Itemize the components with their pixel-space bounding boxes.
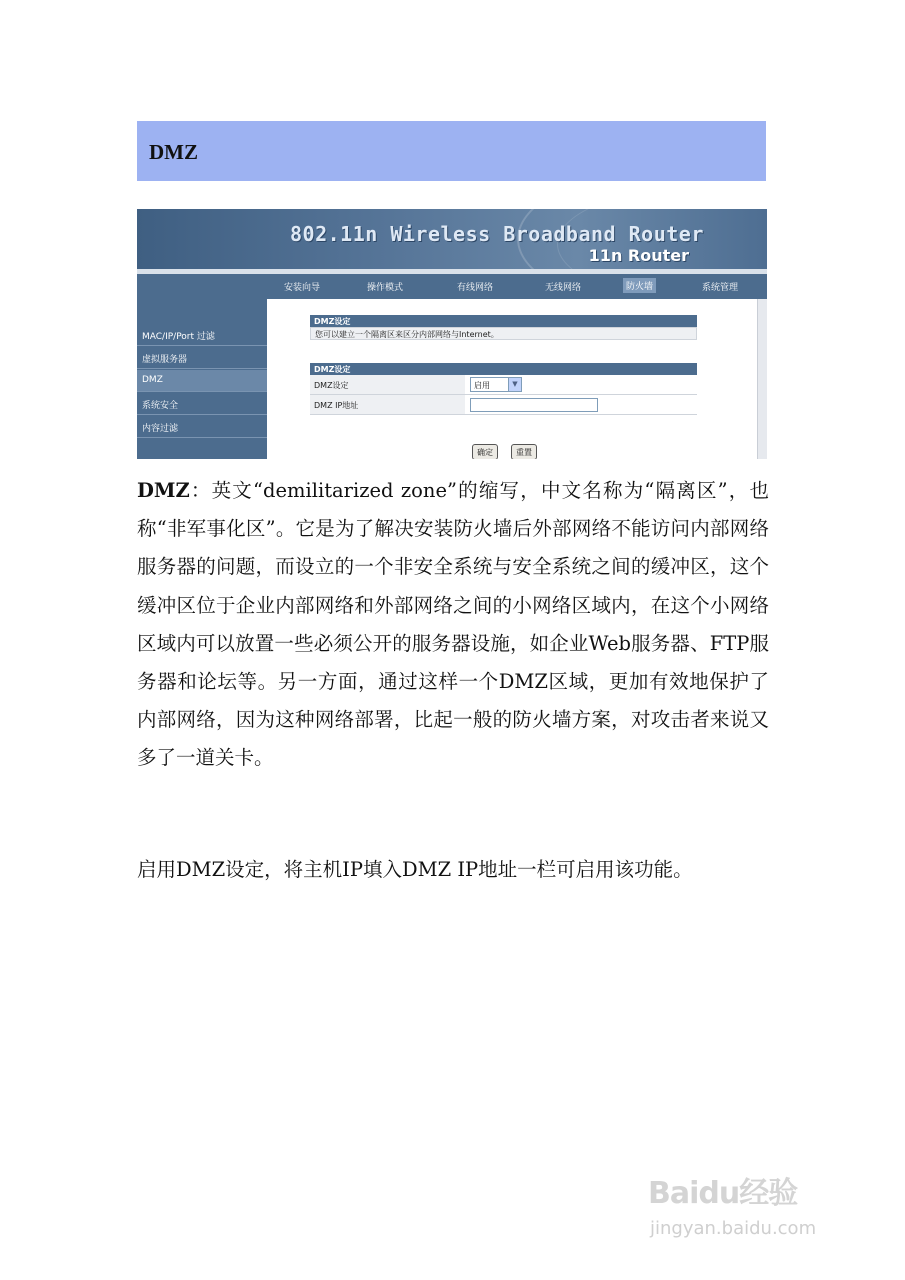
baidu-watermark [640,1140,870,1260]
router-product-title: 802.11n Wireless Broadband Router [290,222,704,246]
dmz-setting-value [466,375,697,394]
form-row-dmz-setting [310,375,697,395]
router-banner [137,209,767,269]
nav-wired-network[interactable]: 有线网络 [457,283,494,293]
dmz-term: DMZ [137,479,190,502]
ok-button[interactable]: 确定 [472,444,498,459]
watermark-url: jingyan.baidu.com [650,1218,817,1239]
nav-system-management[interactable]: 系统管理 [702,283,739,293]
dmz-definition-text: ：英文“demilitarized zone”的缩写，中文名称为“隔离区”，也称“非军事化区”。它是为了解决安装防火墙后外部网络不能访问内部网络服务器的问题，而设立的一个非安全系统与安全系统之间的缓冲区，这个缓冲区位于企业内部网络和外部网络之间的小网络区域内，在这个小网络区域内可以放置一些必须公开的服务器设施，如企业Web服务器、FTP服务器和论坛等。另一方面，通过这样一个DMZ区域，更加有效地保护了内部网络，因为这种网络部署，比起一般的防火墙方案，对攻击者来说又多了一道关卡。 [137,479,769,770]
nav-operation-mode[interactable]: 操作模式 [367,283,404,293]
router-screenshot [137,209,767,459]
dmz-ip-label: DMZ IP地址 [310,395,465,414]
heading-bar [137,121,766,181]
section-title: DMZ设定 [310,315,697,327]
sidebar-item-content-filter[interactable]: 内容过滤 [137,416,267,438]
router-sidebar [137,299,267,459]
sidebar-item-mac-ip-port-filter[interactable]: MAC/IP/Port 过滤 [137,324,267,346]
dmz-enable-select[interactable] [470,377,522,392]
nav-firewall[interactable]: 防火墙 [623,278,656,293]
heading-title: DMZ [149,140,198,164]
dmz-ip-value [466,395,697,414]
sidebar-item-system-security[interactable]: 系统安全 [137,393,267,415]
reset-button[interactable]: 重置 [511,444,537,459]
sidebar-item-dmz[interactable]: DMZ [137,370,267,392]
watermark-logo: Baidu经验 [648,1176,798,1211]
section-description: 您可以建立一个隔离区来区分内部网络与Internet。 [310,327,697,340]
dmz-enable-selected: 启用 [474,381,490,390]
router-scrollbar[interactable] [757,299,767,459]
body-paragraph-definition [137,472,769,778]
router-content [267,299,757,459]
form-row-dmz-ip [310,395,697,415]
chevron-down-icon[interactable]: ▼ [508,378,521,391]
body-paragraph-instruction: 启用DMZ设定，将主机IP填入DMZ IP地址一栏可启用该功能。 [137,858,693,881]
section-title: DMZ设定 [310,363,697,375]
dmz-setting-label: DMZ设定 [310,375,465,394]
sidebar-item-virtual-server[interactable]: 虚拟服务器 [137,347,267,369]
nav-wireless-network[interactable]: 无线网络 [545,283,582,293]
nav-setup-wizard[interactable]: 安装向导 [284,283,321,293]
router-model: 11n Router [588,246,689,265]
dmz-ip-input[interactable] [470,398,598,412]
router-nav [137,274,767,299]
